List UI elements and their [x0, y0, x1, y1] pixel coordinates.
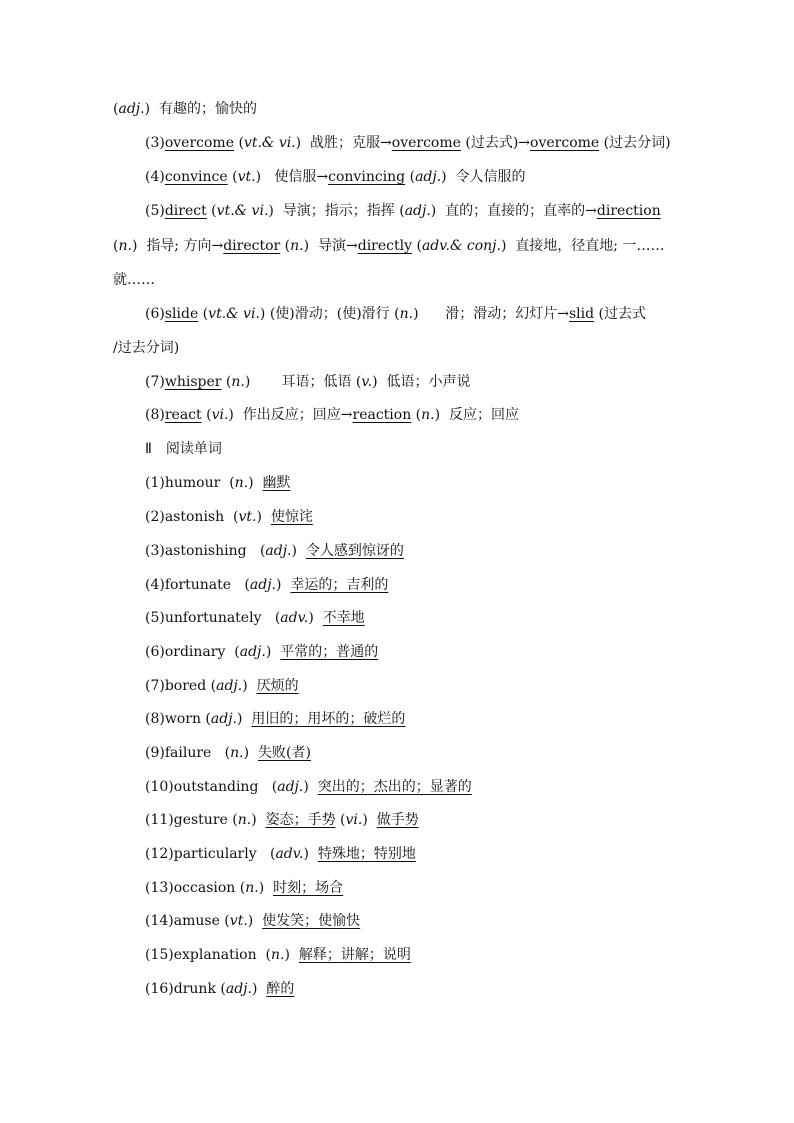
- meaning-text: 直的；直接的；直率的→: [445, 203, 597, 219]
- answer-word: convincing: [328, 169, 406, 185]
- entry-convince: (4)convince (vt.) 使信服→convincing (adj.) 令人信服的: [145, 169, 526, 185]
- answer-meaning: 厌烦的: [256, 678, 299, 694]
- pos-label: n.: [245, 880, 259, 896]
- answer-word: whisper: [164, 374, 222, 390]
- answer-meaning: 特殊地；特别地: [317, 846, 416, 862]
- reading-item: (8)worn (adj.) 用旧的；用坏的；破烂的: [145, 711, 406, 727]
- item-number: (5): [145, 203, 165, 219]
- form-label: (过去式)→: [465, 135, 531, 151]
- pos-label: adv.: [275, 846, 304, 862]
- meaning-text: 导演；指示；指挥: [282, 203, 395, 219]
- reading-item: (16)drunk (adj.) 醉的: [145, 981, 295, 997]
- reading-word: particularly: [173, 846, 257, 862]
- meaning-text: 滑；滑动；幻灯片→: [445, 306, 569, 322]
- answer-meaning: 幽默: [262, 475, 291, 491]
- reading-item: (9)failure (n.) 失败(者): [145, 745, 311, 761]
- answer-word: convince: [164, 169, 228, 185]
- form-label: (过去式: [598, 306, 646, 322]
- answer-word: reaction: [352, 407, 412, 423]
- pos-label: adj.: [210, 711, 237, 727]
- meaning-text: 指导; 方向→: [146, 238, 224, 254]
- entry-continued: (adj.) 有趣的；愉快的: [113, 101, 257, 117]
- answer-word: direct: [164, 203, 207, 219]
- answer-meaning: 失败(者): [257, 745, 311, 761]
- reading-word: worn: [164, 711, 201, 727]
- item-number: (4): [145, 169, 165, 185]
- meaning-text: (使)滑动；(使)滑行: [269, 306, 390, 322]
- meaning-text: 反应；回应: [449, 407, 519, 423]
- entry-direct-cont: (n.) 指导; 方向→director (n.) 导演→directly (adv.& conj.) 直接地，径直地; 一……: [113, 238, 665, 254]
- item-number: (6): [145, 306, 165, 322]
- pos-label: n.: [271, 947, 285, 963]
- reading-item: (4)fortunate (adj.) 幸运的；吉利的: [145, 577, 389, 593]
- answer-word: overcome: [530, 135, 600, 151]
- answer-meaning: 用旧的；用坏的；破烂的: [251, 711, 406, 727]
- reading-word: bored: [164, 678, 207, 694]
- reading-item: (1)humour (n.) 幽默: [145, 475, 291, 491]
- reading-item: (2)astonish (vt.) 使惊诧: [145, 509, 313, 525]
- reading-item: (11)gesture (n.) 姿态；手势 (vi.) 做手势: [145, 812, 419, 828]
- reading-word: unfortunately: [164, 610, 262, 626]
- meaning-text: 使信服→: [274, 169, 329, 185]
- pos-label: n.: [230, 745, 244, 761]
- answer-word: direction: [596, 203, 661, 219]
- meaning-text: 战胜；克服→: [310, 135, 392, 151]
- answer-meaning: 幸运的；吉利的: [290, 577, 389, 593]
- reading-item: (12)particularly (adv.) 特殊地；特别地: [145, 846, 416, 862]
- pos-label: n.: [234, 475, 249, 491]
- reading-item: (6)ordinary (adj.) 平常的；普通的: [145, 644, 379, 660]
- reading-item: (15)explanation (n.) 解释；讲解；说明: [145, 947, 411, 963]
- reading-word: occasion: [173, 880, 236, 896]
- reading-word: failure: [164, 745, 212, 761]
- section-heading: Ⅱ 阅读单词: [145, 441, 222, 457]
- pos-label: adv.: [280, 610, 309, 626]
- item-number: (3): [145, 135, 165, 151]
- meaning-text: 导演→: [318, 238, 358, 254]
- meaning-text: 低语；小声说: [386, 374, 471, 390]
- reading-word: explanation: [173, 947, 257, 963]
- answer-meaning: 做手势: [376, 812, 419, 828]
- meaning-text: 作出反应；回应→: [242, 407, 353, 423]
- reading-item: (3)astonishing (adj.) 令人感到惊讶的: [145, 543, 404, 559]
- pos-label: n.: [399, 306, 414, 322]
- entry-slide-tail: [113, 337, 682, 359]
- pos-label: adv.& conj.: [421, 238, 501, 254]
- entry-slide: (6)slide (vt.& vi.) (使)滑动；(使)滑行 (n.) 滑；滑动；幻灯片→slid (过去式: [145, 306, 646, 322]
- answer-meaning: 不幸地: [322, 610, 365, 626]
- reading-word: drunk: [173, 981, 216, 997]
- pos-label: adj.: [118, 101, 145, 117]
- answer-meaning: 时刻；场合: [273, 880, 344, 896]
- answer-meaning: 使发笑；使愉快: [262, 913, 361, 929]
- entry-whisper: (7)whisper (n.) 耳语；低语 (v.) 低语；小声说: [145, 374, 471, 390]
- pos-label: vi.: [345, 812, 363, 828]
- pos-label: adj.: [239, 644, 266, 660]
- meaning-text: 令人信服的: [455, 169, 526, 185]
- entry-direct-tail: [113, 269, 682, 291]
- item-number: (7): [145, 374, 165, 390]
- pos-label: n.: [237, 812, 252, 828]
- meaning-text: 就……: [113, 272, 155, 288]
- answer-word: director: [223, 238, 281, 254]
- reading-word: outstanding: [173, 779, 259, 795]
- pos-label: adj.: [265, 543, 292, 559]
- answer-meaning: 令人感到惊讶的: [305, 543, 404, 559]
- reading-word: amuse: [173, 913, 220, 929]
- entry-direct: (5)direct (vt.& vi.) 导演；指示；指挥 (adj.) 直的；直接的；直率的→direction: [145, 203, 661, 219]
- pos-label: vt.& vi.: [216, 203, 269, 219]
- meaning-text: 有趣的；愉快的: [158, 101, 257, 117]
- entry-react: (8)react (vi.) 作出反应；回应→reaction (n.) 反应；回应: [145, 407, 519, 423]
- pos-label: adj.: [415, 169, 442, 185]
- pos-label: n.: [118, 238, 132, 254]
- answer-meaning: 使惊诧: [270, 509, 313, 525]
- pos-label: vt.: [238, 509, 257, 525]
- answer-word: slid: [568, 306, 595, 322]
- meaning-text: 耳语；低语: [281, 374, 352, 390]
- answer-meaning: 平常的；普通的: [280, 644, 379, 660]
- form-label: /过去分词): [113, 340, 180, 356]
- reading-word: gesture: [173, 812, 228, 828]
- reading-word: astonishing: [164, 543, 247, 559]
- pos-label: vt.& vi.: [243, 135, 296, 151]
- form-label: (过去分词): [603, 135, 671, 151]
- reading-word: ordinary: [164, 644, 226, 660]
- pos-label: n.: [290, 238, 304, 254]
- reading-item: (5)unfortunately (adv.) 不幸地: [145, 610, 365, 626]
- pos-label: vt.& vi.: [208, 306, 260, 322]
- answer-word: react: [164, 407, 202, 423]
- pos-label: vi.: [211, 407, 229, 423]
- answer-meaning: 姿态；手势: [265, 812, 336, 828]
- pos-label: adj.: [225, 981, 252, 997]
- reading-word: fortunate: [164, 577, 232, 593]
- answer-word: slide: [164, 306, 199, 322]
- pos-label: adj.: [216, 678, 243, 694]
- answer-meaning: 突出的；杰出的；显著的: [317, 779, 472, 795]
- reading-item: (13)occasion (n.) 时刻；场合: [145, 880, 344, 896]
- reading-item: (7)bored (adj.) 厌烦的: [145, 678, 299, 694]
- entry-overcome: (3)overcome (vt.& vi.) 战胜；克服→overcome (过去式)→overcome (过去分词): [145, 135, 671, 151]
- pos-label: vt.: [237, 169, 256, 185]
- reading-word: astonish: [164, 509, 225, 525]
- reading-item: (10)outstanding (adj.) 突出的；杰出的；显著的: [145, 779, 472, 795]
- answer-meaning: 醉的: [266, 981, 295, 997]
- pos-label: n.: [421, 407, 435, 423]
- item-number: (8): [145, 407, 165, 423]
- pos-label: vt.: [229, 913, 248, 929]
- meaning-text: 直接地，径直地; 一……: [515, 238, 665, 254]
- pos-label: adj.: [277, 779, 304, 795]
- pos-label: v.: [361, 374, 373, 390]
- pos-label: adj.: [249, 577, 276, 593]
- reading-item: (14)amuse (vt.) 使发笑；使愉快: [145, 913, 361, 929]
- reading-word: humour: [164, 475, 221, 491]
- answer-word: overcome: [164, 135, 234, 151]
- answer-word: directly: [357, 238, 413, 254]
- answer-word: overcome: [391, 135, 461, 151]
- pos-label: n.: [231, 374, 245, 390]
- pos-label: adj.: [404, 203, 431, 219]
- answer-meaning: 解释；讲解；说明: [298, 947, 411, 963]
